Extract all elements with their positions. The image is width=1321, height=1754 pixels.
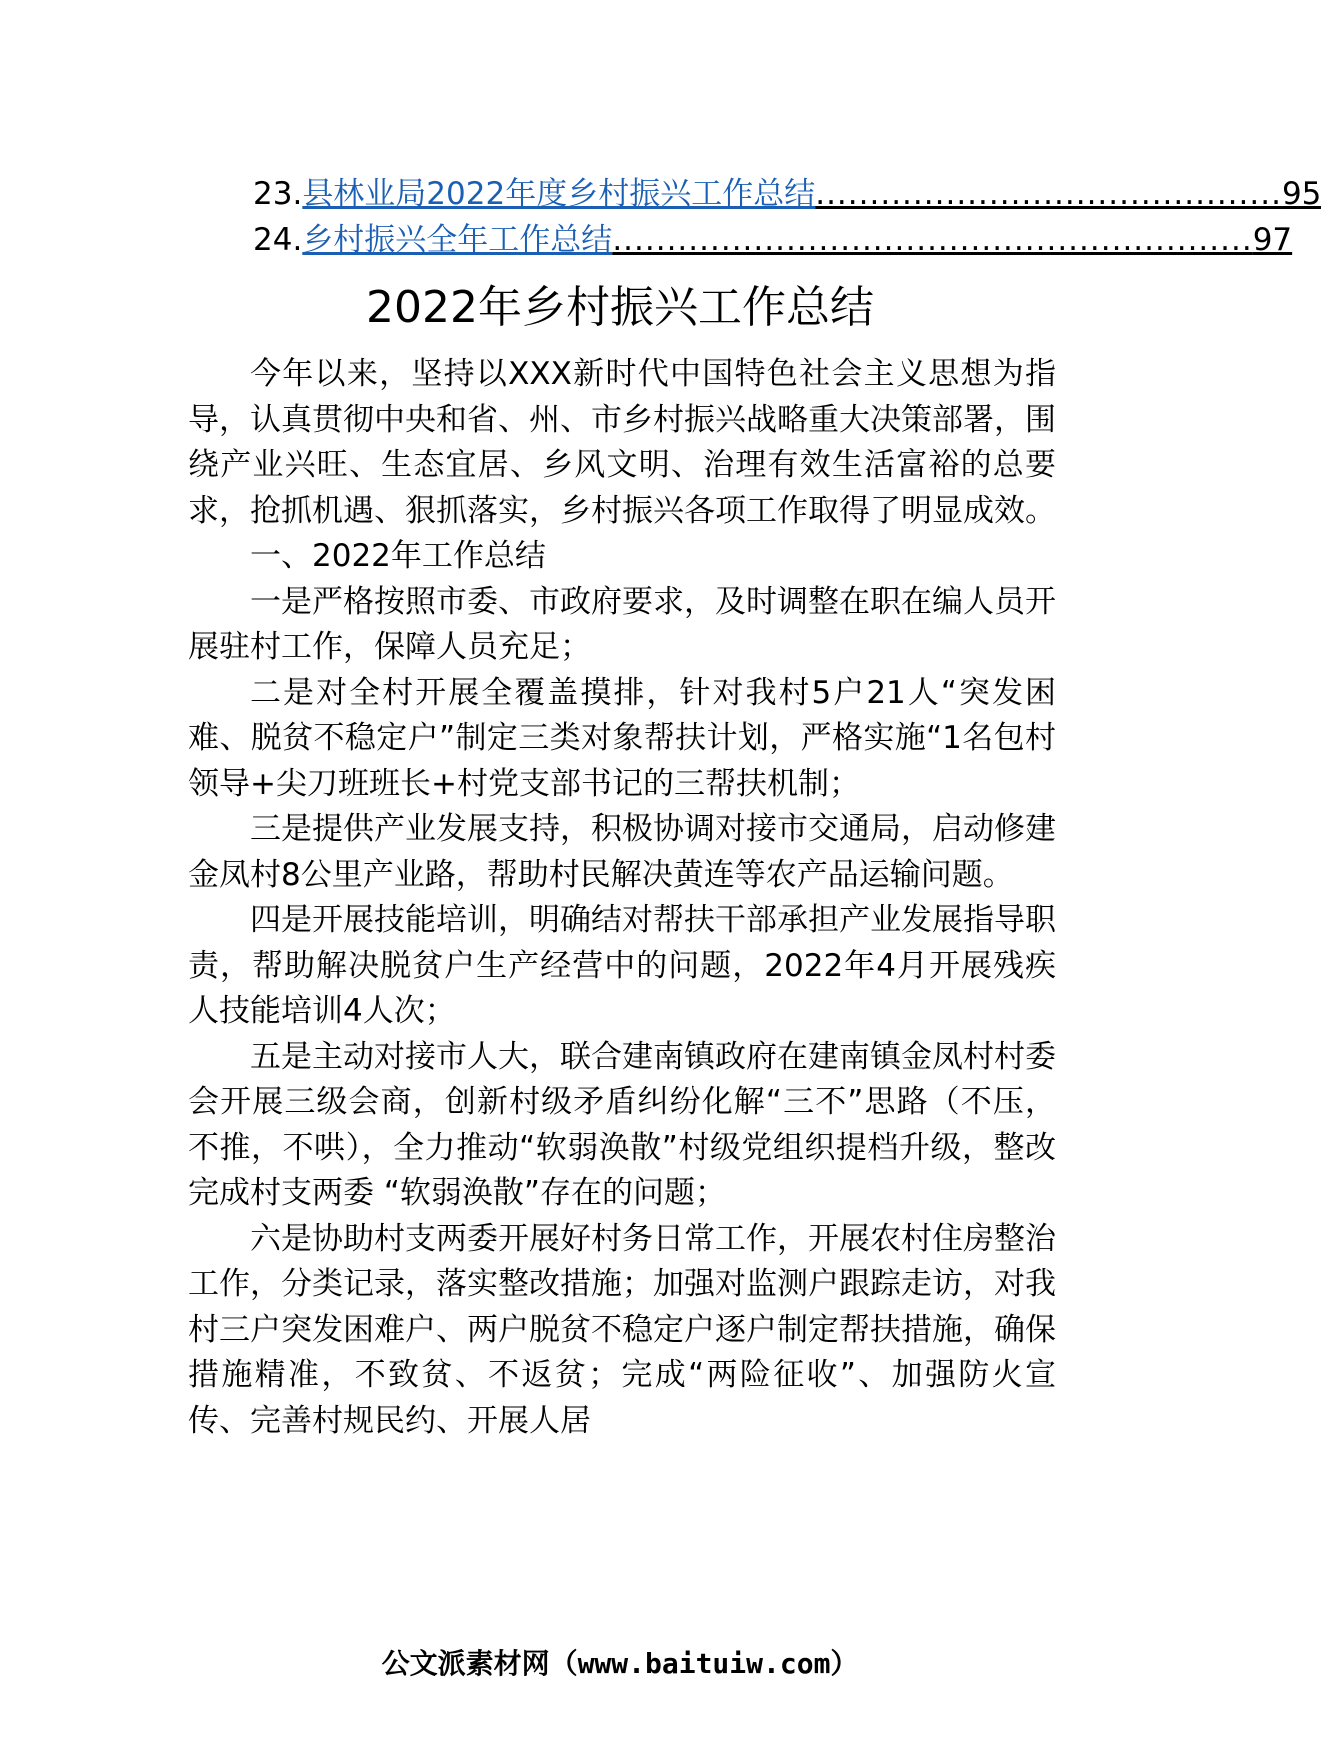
- toc-entry-link[interactable]: 乡村振兴全年工作总结: [302, 222, 613, 258]
- toc-entry-leader: ...........................................................: [612, 222, 1253, 258]
- body-paragraph: 四是开展技能培训，明确结对帮扶干部承担产业发展指导职责，帮助解决脱贫户生产经营中的问题，2022年4月开展残疾人技能培训4人次；: [188, 902, 1056, 1029]
- body-paragraph: 五是主动对接市人大，联合建南镇政府在建南镇金凤村村委会开展三级会商，创新村级矛盾纠纷化解“三不”思路（不压，不推，不哄），全力推动“软弱涣散”村级党组织提档升级，整改完成村支两委 “软弱涣散”存在的问题；: [188, 1038, 1056, 1211]
- section-heading: 一、2022年工作总结: [250, 538, 546, 574]
- intro-paragraph: 今年以来，坚持以XXX新时代中国特色社会主义思想为指导，认真贯彻中央和省、州、市乡村振兴战略重大决策部署，围绕产业兴旺、生态宜居、乡风文明、治理有效生活富裕的总要求，抢抓机遇、狠抓落实，乡村振兴各项工作取得了明显成效。: [188, 356, 1056, 529]
- body-paragraph: 一是严格按照市委、市政府要求，及时调整在职在编人员开展驻村工作，保障人员充足；: [188, 583, 1056, 665]
- toc-entry-link[interactable]: 县林业局2022年度乡村振兴工作总结: [302, 176, 816, 212]
- document-title: 2022年乡村振兴工作总结: [366, 282, 874, 333]
- toc-entry-leader: ...........................................: [815, 176, 1282, 212]
- body-paragraph: 六是协助村支两委开展好村务日常工作，开展农村住房整治工作，分类记录，落实整改措施；加强对监测户跟踪走访，对我村三户突发困难户、两户脱贫不稳定户逐户制定帮扶措施，确保措施精准，不致贫、不返贫；完成“两险征收”、加强防火宣传、完善村规民约、开展人居: [188, 1220, 1056, 1439]
- toc-entry-page-number: 97: [1252, 222, 1293, 258]
- body-paragraph: 三是提供产业发展支持，积极协调对接市交通局，启动修建金凤村8公里产业路，帮助村民解决黄连等农产品运输问题。: [188, 811, 1056, 893]
- toc-entry-page-number: 95: [1281, 176, 1321, 212]
- toc-entry-number: 23.: [253, 176, 303, 212]
- toc-entry-number: 24.: [253, 222, 303, 258]
- document-body: [188, 352, 1056, 1444]
- body-paragraph: 二是对全村开展全覆盖摸排，针对我村5户21人“突发困难、脱贫不稳定户”制定三类对象帮扶计划，严格实施“1名包村领导+尖刀班班长+村党支部书记的三帮扶机制；: [188, 674, 1056, 802]
- toc-entry[interactable]: [253, 172, 1321, 216]
- footer-watermark: 公文派素材网（www.baituiw.com）: [381, 1647, 859, 1680]
- toc-entry[interactable]: [253, 218, 1293, 262]
